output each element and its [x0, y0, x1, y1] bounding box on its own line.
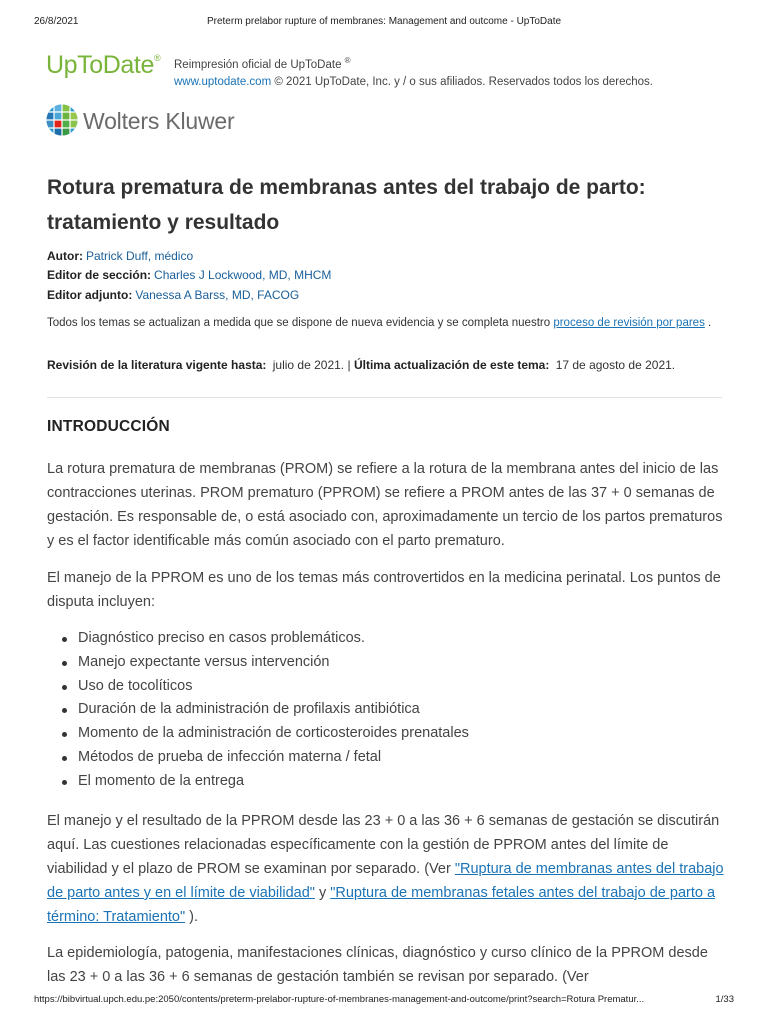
- list-item: Uso de tocolíticos: [62, 675, 469, 699]
- review-separator: |: [347, 358, 351, 372]
- reprint-registered-mark: ®: [344, 56, 351, 65]
- intro-paragraph-3: [47, 809, 727, 929]
- wolters-kluwer-name: Wolters Kluwer: [83, 108, 235, 134]
- disputed-points-list: [62, 627, 469, 794]
- uptodate-site-link[interactable]: www.uptodate.com: [174, 75, 272, 88]
- print-footer: [34, 994, 734, 1008]
- deputy-editor-row: [47, 288, 299, 302]
- list-item: Diagnóstico preciso en casos problemáticos.: [62, 627, 469, 651]
- p3-end: ).: [189, 909, 199, 925]
- article-title: Rotura prematura de membranas antes del trabajo de parto: tratamiento y resultado: [47, 176, 646, 234]
- list-item: Manejo expectante versus intervención: [62, 651, 469, 675]
- literature-review-date: julio de 2021.: [272, 358, 345, 372]
- brand-header: [46, 48, 736, 88]
- copyright-text: © 2021 UpToDate, Inc. y / o sus afiliados. Reservados todos los derechos.: [274, 75, 653, 88]
- intro-paragraph-4: La epidemiología, patogenia, manifestaciones clínicas, diagnóstico y curso clínico de la PPROM desde las 23 + 0 a las 36 + 6 semanas de gestación también se revisan por separado. (Ver: [47, 945, 708, 985]
- print-page-title: Preterm prelabor rupture of membranes: Management and outcome - UpToDate: [206, 16, 562, 27]
- review-dates: [47, 358, 675, 372]
- section-editor-row: [47, 268, 331, 282]
- list-item: El momento de la entrega: [62, 770, 469, 794]
- intro-paragraph-1: La rotura prematura de membranas (PROM) se refiere a la rotura de la membrana antes del inicio de las contracciones uterinas. PROM prematuro (PPROM) se refiere a PROM antes de las 37 + 0 semanas de gestación. Es responsable de, o está asociado con, aproximadamente un tercio de los partos prematuros y es el factor identificable más común asociado con el parto prematuro.: [47, 461, 723, 549]
- list-item: Momento de la administración de corticosteroides prenatales: [62, 722, 469, 746]
- reprint-notice: [174, 52, 653, 91]
- author-label: Autor:: [47, 249, 83, 263]
- p3-text: El manejo y el resultado de la PPROM desde las 23 + 0 a las 36 + 6 semanas de gestación se discutirán aquí. Las cuestiones relacionadas específicamente con la gestión de PPROM antes del límite de viabilidad y el plazo de PROM se examinan por separado. (Ver: [47, 813, 720, 877]
- print-header: [34, 16, 734, 30]
- author-row: [47, 249, 193, 263]
- uptodate-logo[interactable]: [46, 51, 160, 80]
- section-divider: [47, 397, 722, 398]
- literature-review-label: Revisión de la literatura vigente hasta:: [47, 358, 267, 372]
- section-editor-link[interactable]: Charles J Lockwood, MD, MHCM: [154, 268, 332, 282]
- list-item: Métodos de prueba de infección materna / fetal: [62, 746, 469, 770]
- intro-paragraph-2: El manejo de la PPROM es uno de los temas más controvertidos en la medicina perinatal. Los puntos de disputa incluyen:: [47, 570, 721, 610]
- previable-rupture-link[interactable]: "Ruptura de membranas antes del trabajo de parto antes y en el límite de viabilidad": [47, 861, 724, 901]
- term-rupture-management-link[interactable]: "Ruptura de membranas fetales antes del trabajo de parto a término: Tratamiento": [47, 885, 716, 925]
- list-item: Duración de la administración de profilaxis antibiótica: [62, 698, 469, 722]
- last-update-date: 17 de agosto de 2021.: [555, 358, 676, 372]
- update-note-text: Todos los temas se actualizan a medida que se dispone de nueva evidencia y se completa nuestro: [47, 317, 551, 329]
- print-url: https://bibvirtual.upch.edu.pe:2050/contents/preterm-prelabor-rupture-of-membranes-management-and-outcome/print?search=Rotura Prematur...: [34, 994, 645, 1005]
- registered-mark: ®: [153, 53, 161, 63]
- introduction-heading: INTRODUCCIÓN: [47, 418, 170, 435]
- deputy-editor-link[interactable]: Vanessa A Barss, MD, FACOG: [135, 288, 300, 302]
- author-link[interactable]: Patrick Duff, médico: [86, 249, 194, 263]
- page-number: 1/33: [715, 994, 734, 1005]
- p3-conjunction: y: [318, 885, 327, 901]
- section-editor-label: Editor de sección:: [47, 268, 152, 282]
- update-note: [47, 313, 727, 333]
- uptodate-logo-text: UpToDate: [46, 51, 154, 79]
- update-note-end: .: [708, 317, 712, 329]
- last-update-label: Última actualización de este tema:: [353, 358, 550, 372]
- reprint-line: Reimpresión oficial de UpToDate: [174, 58, 342, 71]
- print-date: 26/8/2021: [34, 16, 79, 27]
- wolters-kluwer-mosaic-icon: [46, 104, 78, 136]
- peer-review-link[interactable]: proceso de revisión por pares: [553, 317, 705, 329]
- deputy-editor-label: Editor adjunto:: [47, 288, 133, 302]
